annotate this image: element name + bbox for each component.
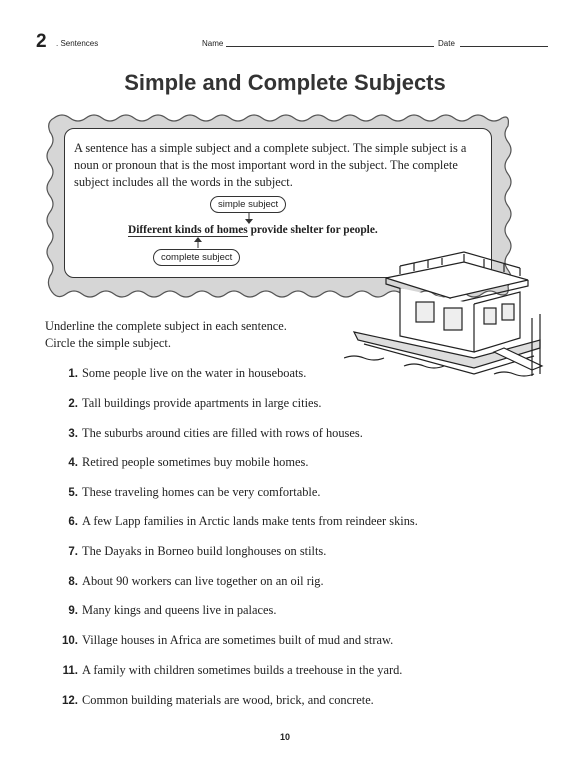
section-label: . Sentences: [56, 39, 99, 48]
item-sentence[interactable]: The Dayaks in Borneo build longhouses on stilts.: [82, 544, 327, 558]
page-title: Simple and Complete Subjects: [124, 70, 446, 95]
item-sentence[interactable]: About 90 workers can live together on an oil rig.: [82, 574, 324, 588]
item-sentence[interactable]: A few Lapp families in Arctic lands make tents from reindeer skins.: [82, 514, 418, 528]
item-sentence[interactable]: Many kings and queens live in palaces.: [82, 603, 277, 617]
item-sentence[interactable]: Village houses in Africa are sometimes built of mud and straw.: [82, 633, 394, 647]
instructions-line-1: Underline the complete subject in each sentence.: [45, 319, 287, 333]
example-predicate: provide shelter for people.: [247, 224, 378, 236]
item-sentence[interactable]: Tall buildings provide apartments in large cities.: [82, 396, 322, 410]
instructions-line-2: Circle the simple subject.: [45, 336, 171, 350]
date-label: Date: [438, 39, 455, 48]
instructions: [45, 318, 287, 352]
item-sentence[interactable]: Common building materials are wood, brick, and concrete.: [82, 693, 374, 707]
exercise-item[interactable]: 5. These traveling homes can be very comfortable.: [68, 485, 321, 499]
date-line[interactable]: [460, 46, 548, 47]
item-sentence[interactable]: Some people live on the water in houseboats.: [82, 366, 307, 380]
item-sentence[interactable]: The suburbs around cities are filled with rows of houses.: [82, 426, 363, 440]
page-number: 10: [279, 732, 290, 742]
exercise-item[interactable]: 12. Common building materials are wood, brick, and concrete.: [62, 693, 374, 707]
exercise-item[interactable]: 7. The Dayaks in Borneo build longhouses on stilts.: [68, 544, 327, 558]
item-sentence[interactable]: Retired people sometimes buy mobile homes.: [82, 455, 309, 469]
exercise-item[interactable]: 10. Village houses in Africa are sometimes built of mud and straw.: [62, 633, 394, 647]
item-sentence[interactable]: These traveling homes can be very comfortable.: [82, 485, 321, 499]
item-sentence[interactable]: A family with children sometimes builds a treehouse in the yard.: [82, 663, 403, 677]
name-line[interactable]: [226, 46, 434, 47]
exercise-item[interactable]: 1. Some people live on the water in houseboats.: [68, 366, 307, 380]
exercise-item[interactable]: 11. A family with children sometimes builds a treehouse in the yard.: [62, 663, 403, 677]
exercise-item[interactable]: 9. Many kings and queens live in palaces.: [68, 603, 277, 617]
intro-text: A sentence has a simple subject and a complete subject. The simple subject is a noun or pronoun that is the most important word in the subject. The complete subject includes all the words in the subject.: [74, 141, 467, 189]
example-complete-subject: Different kinds of homes: [128, 224, 248, 236]
exercise-item[interactable]: 3. The suburbs around cities are filled with rows of houses.: [68, 426, 363, 440]
unit-number: 2: [36, 31, 47, 52]
complete-subject-label: complete subject: [153, 249, 240, 266]
exercise-item[interactable]: 4. Retired people sometimes buy mobile homes.: [68, 455, 309, 469]
example-sentence: [128, 224, 378, 236]
exercise-item[interactable]: 8. About 90 workers can live together on an oil rig.: [68, 574, 324, 588]
up-arrow-icon: [191, 236, 205, 248]
exercise-item[interactable]: 6. A few Lapp families in Arctic lands make tents from reindeer skins.: [68, 514, 418, 528]
worksheet-header: [36, 31, 548, 51]
exercise-item[interactable]: 2. Tall buildings provide apartments in large cities.: [68, 396, 322, 410]
simple-subject-label: simple subject: [210, 196, 286, 213]
name-label: Name: [202, 39, 224, 48]
houseboat-illustration: [344, 248, 544, 380]
